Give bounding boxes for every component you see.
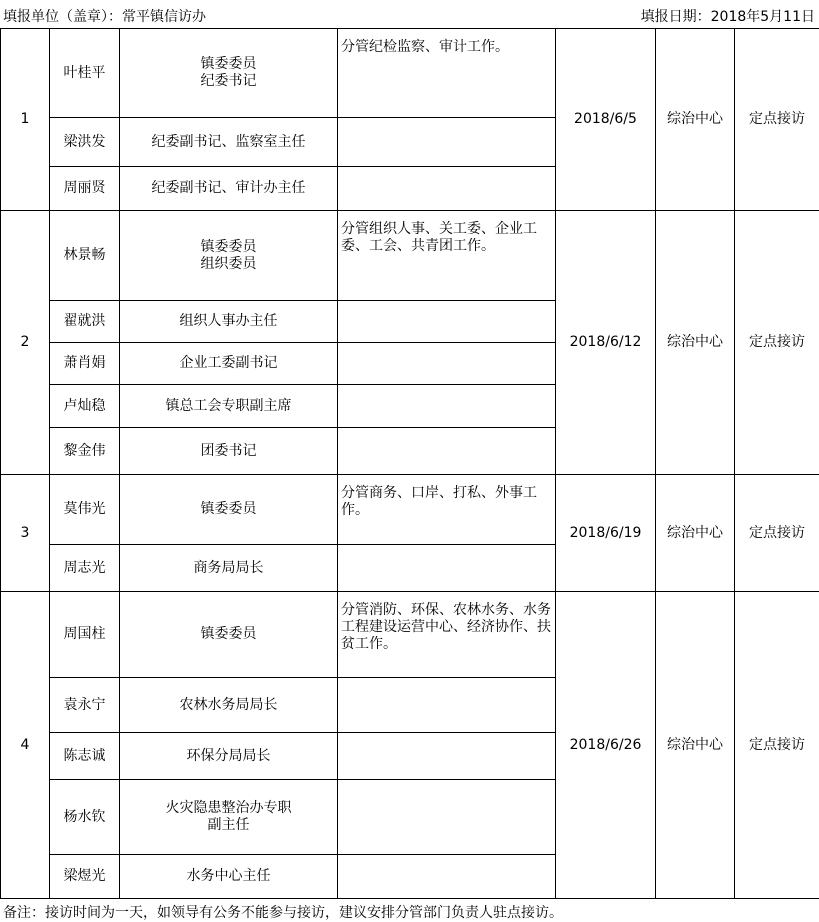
reception-date: 2018/6/26: [556, 592, 656, 899]
table-row: [1, 211, 819, 301]
member-duty: 分管纪检监察、审计工作。: [338, 29, 556, 118]
reception-location: 综治中心: [656, 475, 735, 592]
member-name: 陈志诚: [50, 733, 120, 780]
group-index: 3: [1, 475, 50, 592]
member-name: 萧肖娟: [50, 343, 120, 385]
member-name: 梁煜光: [50, 855, 120, 899]
member-duty: [338, 301, 556, 343]
member-position: 镇委委员: [120, 475, 338, 545]
member-name: 叶桂平: [50, 29, 120, 118]
reception-method: 定点接访: [735, 475, 819, 592]
member-position: 镇委委员 组织委员: [120, 211, 338, 301]
table-row: [1, 475, 819, 545]
member-position: 镇委委员 纪委书记: [120, 29, 338, 118]
reception-date: 2018/6/5: [556, 29, 656, 211]
member-name: 杨水钦: [50, 780, 120, 855]
member-position: 环保分局局长: [120, 733, 338, 780]
member-duty: 分管消防、环保、农林水务、水务工程建设运营中心、经济协作、扶贫工作。: [338, 592, 556, 678]
member-name: 周志光: [50, 545, 120, 592]
member-position: 镇总工会专职副主席: [120, 385, 338, 428]
reporting-unit: 填报单位（盖章）：常平镇信访办: [3, 6, 206, 26]
member-duty: [338, 855, 556, 899]
member-duty: [338, 343, 556, 385]
member-duty: [338, 118, 556, 167]
member-duty: 分管商务、口岸、打私、外事工作。: [338, 475, 556, 545]
member-name: 周国柱: [50, 592, 120, 678]
reception-location: 综治中心: [656, 592, 735, 899]
reception-method: 定点接访: [735, 29, 819, 211]
member-position: 水务中心主任: [120, 855, 338, 899]
report-date: 填报日期：2018年5月11日: [641, 6, 815, 26]
member-duty: [338, 545, 556, 592]
member-duty: [338, 167, 556, 211]
group-index: 2: [1, 211, 50, 475]
member-duty: [338, 428, 556, 475]
member-position: 组织人事办主任: [120, 301, 338, 343]
table-row: [1, 29, 819, 118]
reception-location: 综治中心: [656, 29, 735, 211]
member-position: 纪委副书记、监察室主任: [120, 118, 338, 167]
member-position: 纪委副书记、审计办主任: [120, 167, 338, 211]
reception-method: 定点接访: [735, 211, 819, 475]
group-index: 4: [1, 592, 50, 899]
member-name: 翟就洪: [50, 301, 120, 343]
member-position: 镇委委员: [120, 592, 338, 678]
reception-date: 2018/6/12: [556, 211, 656, 475]
member-position: 火灾隐患整治办专职 副主任: [120, 780, 338, 855]
member-name: 莫伟光: [50, 475, 120, 545]
report-header: [0, 0, 819, 28]
member-position: 农林水务局局长: [120, 678, 338, 733]
member-duty: [338, 678, 556, 733]
member-duty: [338, 385, 556, 428]
member-name: 梁洪发: [50, 118, 120, 167]
member-name: 周丽贤: [50, 167, 120, 211]
reception-location: 综治中心: [656, 211, 735, 475]
member-duty: [338, 733, 556, 780]
member-name: 卢灿稳: [50, 385, 120, 428]
member-position: 企业工委副书记: [120, 343, 338, 385]
member-name: 袁永宁: [50, 678, 120, 733]
member-name: 黎金伟: [50, 428, 120, 475]
reception-method: 定点接访: [735, 592, 819, 899]
group-index: 1: [1, 29, 50, 211]
table-row: [1, 592, 819, 678]
reception-schedule-table: [0, 28, 819, 899]
reception-date: 2018/6/19: [556, 475, 656, 592]
member-position: 团委书记: [120, 428, 338, 475]
member-name: 林景畅: [50, 211, 120, 301]
footnote: 备注：接访时间为一天，如领导有公务不能参与接访，建议安排分管部门负责人驻点接访。: [3, 902, 563, 922]
member-duty: 分管组织人事、关工委、企业工委、工会、共青团工作。: [338, 211, 556, 301]
member-duty: [338, 780, 556, 855]
member-position: 商务局局长: [120, 545, 338, 592]
